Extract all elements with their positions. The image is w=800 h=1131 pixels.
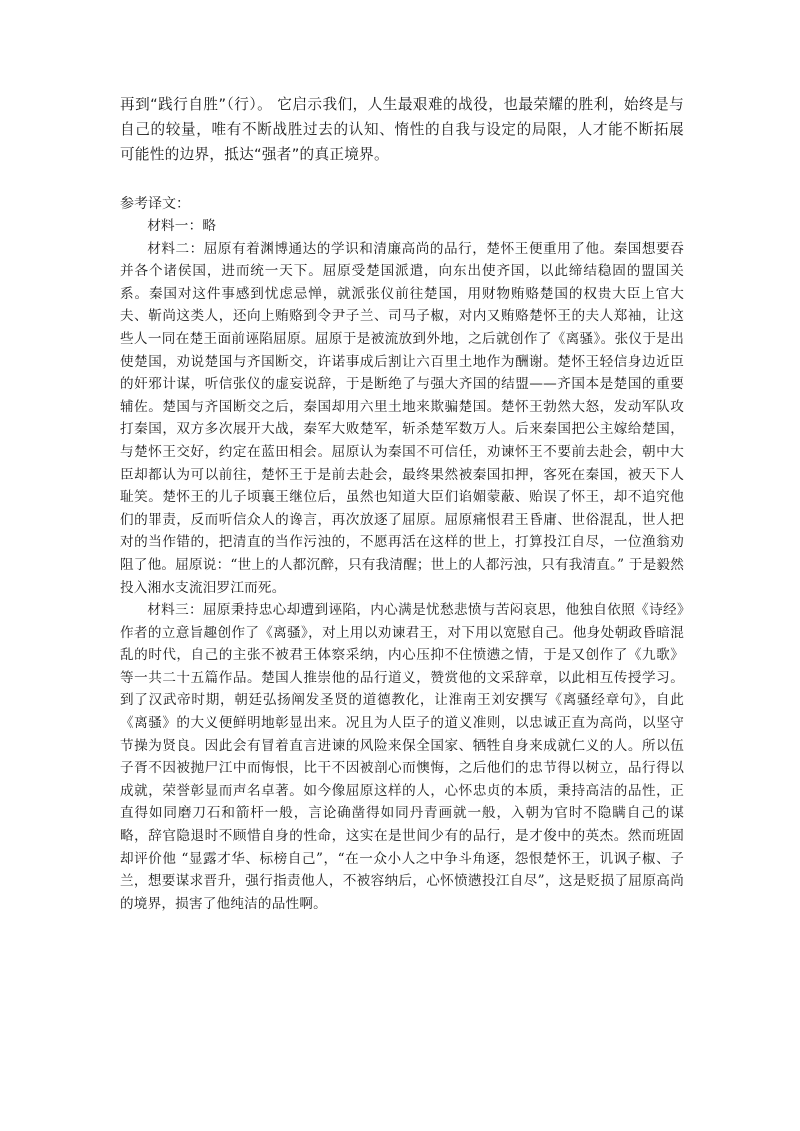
material-two-paragraph: 材料二：屈原有着渊博通达的学识和清廉高尚的品行，楚怀王便重用了他。秦国想要吞并各个诸侯国，进而统一天下。屈原受楚国派遣，向东出使齐国，以此缔结稳固的盟国关系。秦国对这件事感到忧虑忌惮，就派张仪前往楚国，用财物贿赂楚国的权贵大臣上官大夫、靳尚这类人，还向上贿赂到令尹子兰、司马子椒，对内又贿赂楚怀王的夫人郑袖，让这些人一同在楚王面前诬陷屈原。屈原于是被流放到外地，之后就创作了《离骚》。张仪于是出使楚国，劝说楚国与齐国断交，许诺事成后割让六百里土地作为酬谢。楚怀王轻信身边近臣的奸邪计谋，听信张仪的虚妄说辞，于是断绝了与强大齐国的结盟——齐国本是楚国的重要辅佐。楚国与齐国断交之后，秦国却用六里土地来欺骗楚国。楚怀王勃然大怒，发动军队攻打秦国，双方多次展开大战，秦军大败楚军，斩杀楚军数万人。后来秦国把公主嫁给楚国，与楚怀王交好，约定在蓝田相会。屈原认为秦国不可信任，劝谏怀王不要前去赴会，朝中大臣却都认为可以前往，楚怀王于是前去赴会，最终果然被秦国扣押，客死在秦国，被天下人耻笑。楚怀王的儿子顷襄王继位后，虽然也知道大臣们谄媚蒙蔽、贻误了怀王，却不追究他们的罪责，反而听信众人的谗言，再次放逐了屈原。屈原痛恨君王昏庸、世俗混乱，世人把对的当作错的，把清直的当作污浊的，不愿再活在这样的世上，打算投江自尽，一位渔翁劝阻了他。屈原说：“世上的人都沉醉，只有我清醒；世上的人都污浊，只有我清直。” 于是毅然投入湘水支流汨罗江而死。	[120, 240, 684, 596]
intro-paragraph: 再到“践行自胜”（行）。 它启示我们，人生最艰难的战役，也最荣耀的胜利，始终是与自己的较量，唯有不断战胜过去的认知、惰性的自我与设定的局限，人才能不断拓展可能性的边界，抵达“强者”的真正境界。	[120, 96, 684, 163]
material-three-paragraph: 材料三：屈原秉持忠心却遭到诬陷，内心满是忧愁悲愤与苦闷哀思，他独自依照《诗经》作者的立意旨趣创作了《离骚》，对上用以劝谏君王，对下用以宽慰自己。他身处朝政昏暗混乱的时代，自己的主张不被君王体察采纳，内心压抑不住愤懑之情，于是又创作了《九歌》等一共二十五篇作品。楚国人推崇他的品行道义，赞赏他的文采辞章，以此相互传授学习。到了汉武帝时期，朝廷弘扬阐发圣贤的道德教化，让淮南王刘安撰写《离骚经章句》，自此《离骚》的大义便鲜明地彰显出来。况且为人臣子的道义准则，以忠诚正直为高尚，以坚守节操为贤良。因此会有冒着直言进谏的风险来保全国家、牺牲自身来成就仁义的人。所以伍子胥不因被抛尸江中而悔恨，比干不因被剖心而懊悔，之后他们的忠节得以树立，品行得以成就，荣誉彰显而声名卓著。如今像屈原这样的人，心怀忠贞的本质，秉持高洁的品性，正直得如同磨刀石和箭杆一般，言论确凿得如同丹青画就一般，入朝为官时不隐瞒自己的谋略，辞官隐退时不顾惜自身的性命，这实在是世间少有的品行，是才俊中的英杰。然而班固却评价他 “显露才华、标榜自己”，“在一众小人之中争斗角逐，怨恨楚怀王，讥讽子椒、子兰，想要谋求晋升，强行指责他人，不被容纳后，心怀愤懑投江自尽”，这是贬损了屈原高尚的境界，损害了他纯洁的品性啊。	[120, 602, 684, 912]
document-page	[120, 92, 684, 915]
intro-section	[120, 92, 684, 167]
material-one-paragraph: 材料一：略	[147, 218, 217, 234]
translation-section	[120, 193, 684, 915]
translation-heading: 参考译文：	[120, 196, 190, 212]
